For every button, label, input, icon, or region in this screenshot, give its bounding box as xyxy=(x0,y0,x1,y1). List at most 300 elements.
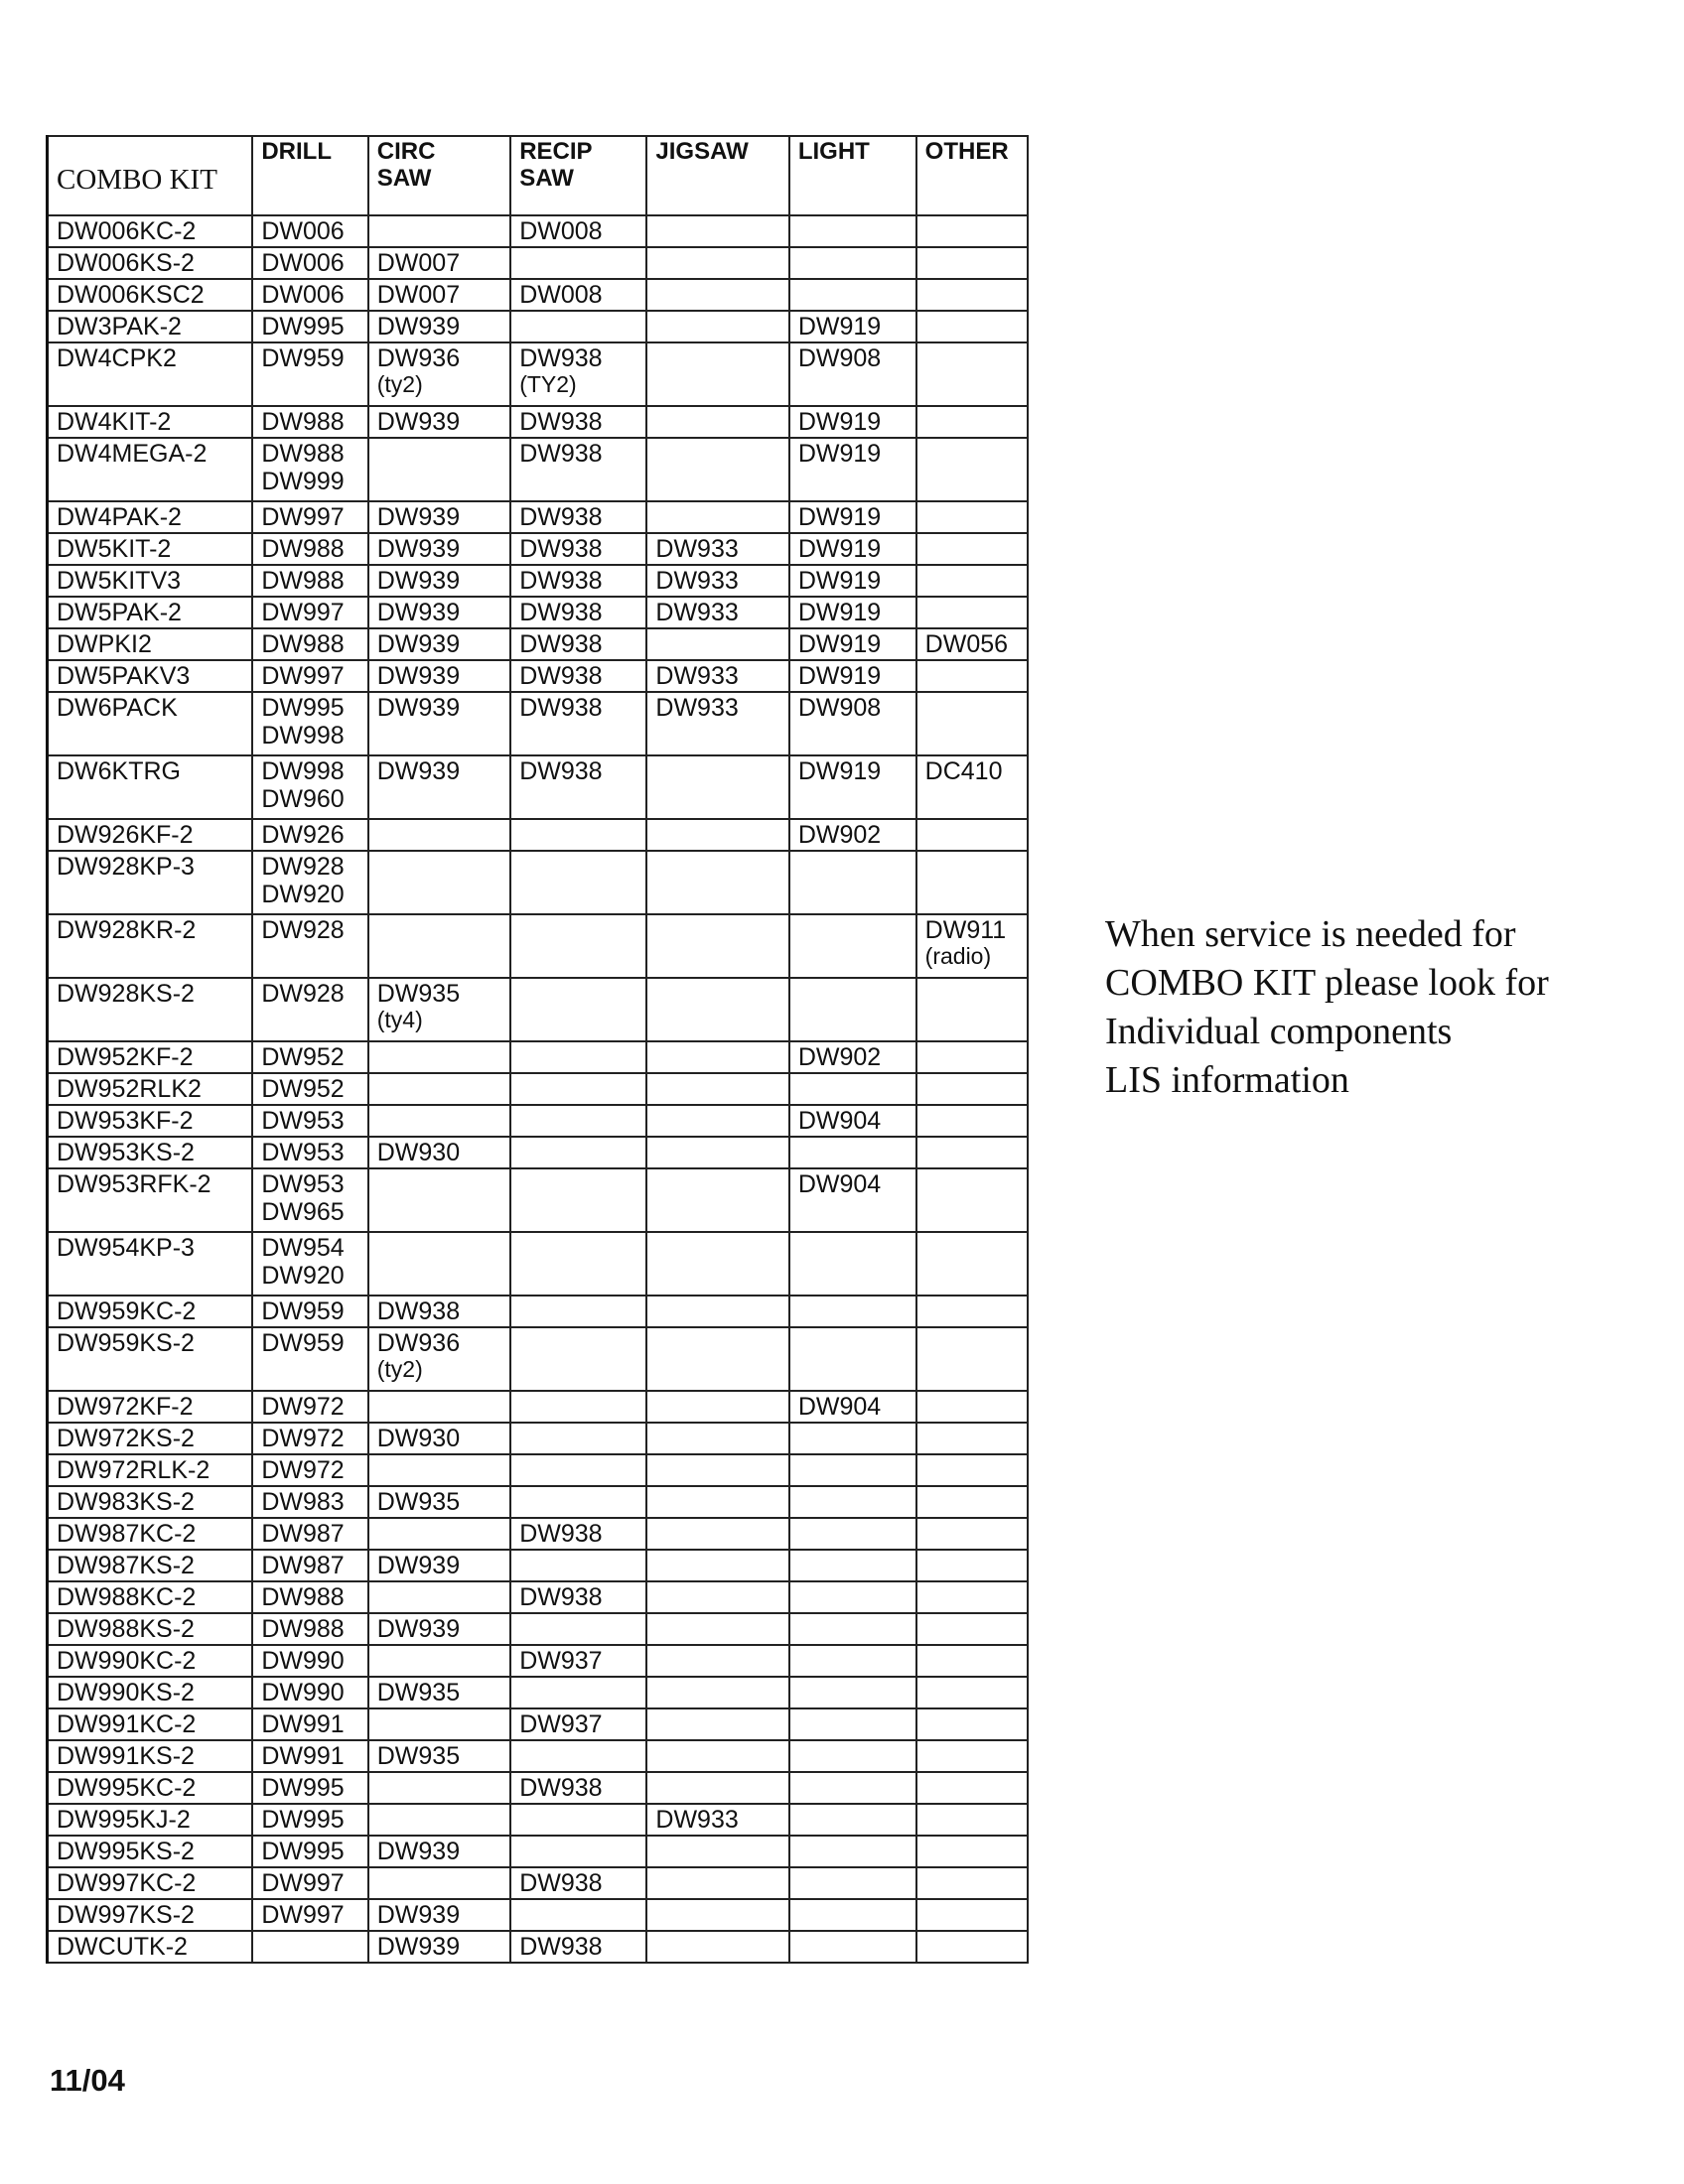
cell-light xyxy=(789,1899,916,1931)
cell-jigsaw xyxy=(646,1550,788,1581)
cell-text: DWCUTK-2 xyxy=(57,1933,188,1961)
cell-jigsaw xyxy=(646,914,788,978)
cell-circ-saw xyxy=(368,978,510,1041)
cell-text: DW919 xyxy=(797,440,882,468)
cell-text: DW926KF-2 xyxy=(57,821,194,849)
cell-combo-kit xyxy=(48,1073,253,1105)
cell-light xyxy=(789,1931,916,1963)
cell-drill xyxy=(252,1454,367,1486)
cell-text: DW959 xyxy=(261,1297,345,1325)
cell-text: DWPKI2 xyxy=(57,630,152,658)
cell-light xyxy=(789,978,916,1041)
cell-drill xyxy=(252,406,367,438)
cell-combo-kit xyxy=(48,1836,253,1867)
cell-recip-saw xyxy=(510,311,646,342)
cell-circ-saw xyxy=(368,1740,510,1772)
cell-light xyxy=(789,1137,916,1168)
cell-recip-saw xyxy=(510,914,646,978)
cell-jigsaw xyxy=(646,1041,788,1073)
cell-text: DW972 xyxy=(261,1456,345,1484)
cell-drill xyxy=(252,311,367,342)
cell-light xyxy=(789,1391,916,1423)
cell-other xyxy=(916,1740,1028,1772)
column-header-other xyxy=(916,136,1028,215)
cell-text: DW953KS-2 xyxy=(57,1139,195,1166)
cell-light xyxy=(789,1613,916,1645)
cell-recip-saw xyxy=(510,1899,646,1931)
cell-text: DW959 xyxy=(261,344,345,372)
cell-text: DW928 xyxy=(261,980,345,1008)
cell-recip-saw xyxy=(510,1677,646,1708)
cell-recip-saw xyxy=(510,279,646,311)
cell-text: DW988 xyxy=(261,1583,345,1611)
cell-combo-kit xyxy=(48,438,253,501)
cell-text: DW960 xyxy=(261,785,345,813)
cell-combo-kit xyxy=(48,1168,253,1232)
cell-jigsaw xyxy=(646,342,788,406)
cell-recip-saw xyxy=(510,1518,646,1550)
cell-light xyxy=(789,342,916,406)
cell-drill xyxy=(252,692,367,755)
cell-text: DW935 xyxy=(376,1488,461,1516)
cell-text: DW953 xyxy=(261,1107,345,1135)
cell-light xyxy=(789,501,916,533)
cell-text: DW972 xyxy=(261,1393,345,1421)
cell-combo-kit xyxy=(48,1772,253,1804)
cell-combo-kit xyxy=(48,978,253,1041)
cell-drill xyxy=(252,1581,367,1613)
cell-circ-saw xyxy=(368,914,510,978)
cell-combo-kit xyxy=(48,851,253,914)
cell-text: DW933 xyxy=(655,599,739,626)
table-row xyxy=(48,1899,1029,1931)
cell-other xyxy=(916,1836,1028,1867)
cell-text: DW5KIT-2 xyxy=(57,535,172,563)
cell-text: DW988 xyxy=(261,535,345,563)
cell-jigsaw xyxy=(646,1867,788,1899)
column-header-light xyxy=(789,136,916,215)
cell-text: DW928 xyxy=(261,853,345,881)
cell-text: DW939 xyxy=(376,535,461,563)
cell-drill xyxy=(252,1899,367,1931)
cell-other xyxy=(916,1931,1028,1963)
cell-text: DW930 xyxy=(376,1425,461,1452)
column-header-combo-kit xyxy=(48,136,253,215)
table-header-row xyxy=(48,136,1029,215)
cell-text: DW928 xyxy=(261,916,345,944)
cell-light xyxy=(789,597,916,628)
cell-text: (TY2) xyxy=(519,371,577,397)
cell-combo-kit xyxy=(48,247,253,279)
cell-jigsaw xyxy=(646,1486,788,1518)
cell-text: DW935 xyxy=(376,1679,461,1706)
cell-text: DW919 xyxy=(797,567,882,595)
cell-drill xyxy=(252,1836,367,1867)
cell-recip-saw xyxy=(510,1581,646,1613)
cell-text: DW4MEGA-2 xyxy=(57,440,208,468)
cell-recip-saw xyxy=(510,1708,646,1740)
cell-text: DW937 xyxy=(519,1647,603,1675)
cell-other xyxy=(916,1391,1028,1423)
cell-text: DW972RLK-2 xyxy=(57,1456,210,1484)
table-row xyxy=(48,628,1029,660)
table-row xyxy=(48,660,1029,692)
cell-other xyxy=(916,819,1028,851)
table-row xyxy=(48,1708,1029,1740)
cell-other xyxy=(916,501,1028,533)
cell-text: DW954 xyxy=(261,1234,345,1262)
cell-recip-saw xyxy=(510,660,646,692)
cell-text: DW4CPK2 xyxy=(57,344,177,372)
cell-combo-kit xyxy=(48,597,253,628)
cell-circ-saw xyxy=(368,311,510,342)
cell-recip-saw xyxy=(510,565,646,597)
cell-drill xyxy=(252,247,367,279)
cell-drill xyxy=(252,1708,367,1740)
cell-other xyxy=(916,1772,1028,1804)
table-row xyxy=(48,1423,1029,1454)
cell-jigsaw xyxy=(646,660,788,692)
cell-jigsaw xyxy=(646,1708,788,1740)
cell-light xyxy=(789,628,916,660)
cell-light xyxy=(789,1740,916,1772)
cell-jigsaw xyxy=(646,247,788,279)
cell-circ-saw xyxy=(368,1486,510,1518)
cell-text: DW935 xyxy=(376,980,461,1008)
cell-text: DW904 xyxy=(797,1107,882,1135)
cell-circ-saw xyxy=(368,1581,510,1613)
cell-light xyxy=(789,247,916,279)
cell-drill xyxy=(252,1740,367,1772)
cell-text: DW938 xyxy=(519,630,603,658)
cell-text: DW988 xyxy=(261,567,345,595)
cell-text: DW908 xyxy=(797,344,882,372)
cell-circ-saw xyxy=(368,215,510,247)
cell-light xyxy=(789,533,916,565)
cell-text: DW920 xyxy=(261,881,345,908)
cell-text: DW952KF-2 xyxy=(57,1043,194,1071)
table-row xyxy=(48,1772,1029,1804)
cell-other xyxy=(916,342,1028,406)
cell-drill xyxy=(252,628,367,660)
cell-text: DW938 xyxy=(519,599,603,626)
cell-text: DW939 xyxy=(376,1933,461,1961)
cell-recip-saw xyxy=(510,1137,646,1168)
cell-text: DW939 xyxy=(376,313,461,341)
cell-jigsaw xyxy=(646,1772,788,1804)
cell-combo-kit xyxy=(48,533,253,565)
cell-other xyxy=(916,1581,1028,1613)
cell-text: DW990KC-2 xyxy=(57,1647,197,1675)
cell-text: DW936 xyxy=(376,1329,461,1357)
cell-text: DW919 xyxy=(797,599,882,626)
cell-combo-kit xyxy=(48,1105,253,1137)
table-row xyxy=(48,311,1029,342)
cell-drill xyxy=(252,215,367,247)
cell-text: (ty2) xyxy=(376,371,423,397)
table-row xyxy=(48,1454,1029,1486)
cell-text: DW938 xyxy=(519,1520,603,1548)
cell-text: DW933 xyxy=(655,1806,739,1834)
cell-text: DC410 xyxy=(924,757,1003,785)
cell-text: DW995 xyxy=(261,1806,345,1834)
cell-jigsaw xyxy=(646,1423,788,1454)
column-header-jigsaw xyxy=(646,136,788,215)
cell-combo-kit xyxy=(48,1581,253,1613)
column-header-recip-saw xyxy=(510,136,646,215)
cell-text: DW930 xyxy=(376,1139,461,1166)
cell-recip-saw xyxy=(510,597,646,628)
cell-circ-saw xyxy=(368,1550,510,1581)
table-row xyxy=(48,1740,1029,1772)
cell-recip-saw xyxy=(510,1772,646,1804)
cell-text: DW953KF-2 xyxy=(57,1107,194,1135)
cell-circ-saw xyxy=(368,1518,510,1550)
cell-text: DW997 xyxy=(261,1869,345,1897)
cell-text: DW988 xyxy=(261,1615,345,1643)
cell-text: DW939 xyxy=(376,503,461,531)
cell-other xyxy=(916,978,1028,1041)
cell-circ-saw xyxy=(368,342,510,406)
cell-circ-saw xyxy=(368,628,510,660)
cell-recip-saw xyxy=(510,755,646,819)
cell-text: DW928KR-2 xyxy=(57,916,197,944)
cell-other xyxy=(916,628,1028,660)
column-header-label: SAW xyxy=(376,164,432,192)
cell-other xyxy=(916,1486,1028,1518)
cell-combo-kit xyxy=(48,1486,253,1518)
cell-text: DW939 xyxy=(376,1838,461,1865)
cell-text: DW938 xyxy=(519,344,603,372)
cell-text: DW995KJ-2 xyxy=(57,1806,191,1834)
cell-jigsaw xyxy=(646,1931,788,1963)
cell-text: DW902 xyxy=(797,1043,882,1071)
cell-text: DW997 xyxy=(261,1901,345,1929)
cell-text: DW938 xyxy=(519,567,603,595)
table-row xyxy=(48,1486,1029,1518)
cell-other xyxy=(916,1708,1028,1740)
cell-text: DW928KP-3 xyxy=(57,853,195,881)
cell-combo-kit xyxy=(48,755,253,819)
cell-jigsaw xyxy=(646,1645,788,1677)
cell-other xyxy=(916,406,1028,438)
cell-drill xyxy=(252,1168,367,1232)
cell-jigsaw xyxy=(646,406,788,438)
cell-text: DW998 xyxy=(261,757,345,785)
cell-text: DW902 xyxy=(797,821,882,849)
cell-drill xyxy=(252,342,367,406)
cell-drill xyxy=(252,1105,367,1137)
cell-other xyxy=(916,1613,1028,1645)
cell-other xyxy=(916,1105,1028,1137)
cell-recip-saw xyxy=(510,1041,646,1073)
cell-recip-saw xyxy=(510,1836,646,1867)
cell-combo-kit xyxy=(48,660,253,692)
cell-drill xyxy=(252,1804,367,1836)
cell-other xyxy=(916,692,1028,755)
cell-text: DW056 xyxy=(924,630,1009,658)
cell-light xyxy=(789,1486,916,1518)
cell-drill xyxy=(252,279,367,311)
service-note-line: When service is needed for xyxy=(1105,913,1516,955)
cell-other xyxy=(916,1041,1028,1073)
column-header-circ-saw xyxy=(368,136,510,215)
cell-recip-saw xyxy=(510,438,646,501)
cell-light xyxy=(789,819,916,851)
cell-text: (ty2) xyxy=(376,1356,423,1382)
cell-recip-saw xyxy=(510,1391,646,1423)
cell-text: DW990KS-2 xyxy=(57,1679,195,1706)
cell-light xyxy=(789,438,916,501)
cell-drill xyxy=(252,1391,367,1423)
cell-text: DW988 xyxy=(261,440,345,468)
cell-other xyxy=(916,851,1028,914)
cell-text: DW6PACK xyxy=(57,694,178,722)
cell-circ-saw xyxy=(368,1708,510,1740)
cell-drill xyxy=(252,1613,367,1645)
cell-circ-saw xyxy=(368,279,510,311)
cell-circ-saw xyxy=(368,501,510,533)
cell-recip-saw xyxy=(510,215,646,247)
table-row xyxy=(48,1804,1029,1836)
cell-circ-saw xyxy=(368,1454,510,1486)
cell-drill xyxy=(252,1296,367,1327)
cell-other xyxy=(916,533,1028,565)
cell-recip-saw xyxy=(510,1740,646,1772)
cell-other xyxy=(916,1899,1028,1931)
cell-other xyxy=(916,755,1028,819)
cell-text: DW991KS-2 xyxy=(57,1742,195,1770)
service-note-line: Individual components xyxy=(1105,1011,1453,1052)
cell-combo-kit xyxy=(48,1899,253,1931)
cell-text: DW008 xyxy=(519,217,603,245)
cell-other xyxy=(916,1423,1028,1454)
cell-drill xyxy=(252,819,367,851)
cell-combo-kit xyxy=(48,1931,253,1963)
cell-text: DW997 xyxy=(261,503,345,531)
cell-other xyxy=(916,914,1028,978)
cell-combo-kit xyxy=(48,1232,253,1296)
cell-light xyxy=(789,1296,916,1327)
cell-drill xyxy=(252,438,367,501)
cell-text: DW006 xyxy=(261,249,345,277)
cell-other xyxy=(916,1867,1028,1899)
cell-jigsaw xyxy=(646,565,788,597)
cell-text: DW988KC-2 xyxy=(57,1583,197,1611)
column-header-label: CIRC xyxy=(376,138,436,165)
cell-jigsaw xyxy=(646,755,788,819)
cell-circ-saw xyxy=(368,1168,510,1232)
cell-drill xyxy=(252,1232,367,1296)
table-row xyxy=(48,978,1029,1041)
cell-text: DW954KP-3 xyxy=(57,1234,195,1262)
cell-text: DW933 xyxy=(655,662,739,690)
cell-text: DW997KS-2 xyxy=(57,1901,195,1929)
table-row xyxy=(48,819,1029,851)
cell-jigsaw xyxy=(646,1740,788,1772)
cell-other xyxy=(916,1168,1028,1232)
cell-text: DW938 xyxy=(376,1297,461,1325)
cell-recip-saw xyxy=(510,851,646,914)
cell-text: DW988KS-2 xyxy=(57,1615,195,1643)
cell-light xyxy=(789,1454,916,1486)
cell-circ-saw xyxy=(368,1391,510,1423)
cell-drill xyxy=(252,978,367,1041)
table-row xyxy=(48,247,1029,279)
cell-light xyxy=(789,1550,916,1581)
cell-jigsaw xyxy=(646,692,788,755)
cell-drill xyxy=(252,1137,367,1168)
cell-recip-saw xyxy=(510,1645,646,1677)
cell-jigsaw xyxy=(646,501,788,533)
cell-jigsaw xyxy=(646,819,788,851)
cell-text: DW939 xyxy=(376,662,461,690)
cell-circ-saw xyxy=(368,533,510,565)
cell-light xyxy=(789,215,916,247)
cell-drill xyxy=(252,501,367,533)
cell-light xyxy=(789,406,916,438)
cell-text: DW987KS-2 xyxy=(57,1552,195,1579)
cell-text: DW006 xyxy=(261,281,345,309)
cell-jigsaw xyxy=(646,1391,788,1423)
cell-combo-kit xyxy=(48,628,253,660)
cell-other xyxy=(916,215,1028,247)
cell-circ-saw xyxy=(368,851,510,914)
cell-text: DW972 xyxy=(261,1425,345,1452)
cell-text: DW919 xyxy=(797,535,882,563)
cell-drill xyxy=(252,533,367,565)
cell-text: DW919 xyxy=(797,408,882,436)
cell-jigsaw xyxy=(646,1804,788,1836)
cell-light xyxy=(789,1327,916,1391)
cell-jigsaw xyxy=(646,1137,788,1168)
cell-text: DW920 xyxy=(261,1262,345,1290)
table-row xyxy=(48,279,1029,311)
cell-text: DW938 xyxy=(519,408,603,436)
cell-text: DW999 xyxy=(261,468,345,495)
cell-text: DW939 xyxy=(376,630,461,658)
cell-circ-saw xyxy=(368,1073,510,1105)
cell-jigsaw xyxy=(646,1518,788,1550)
cell-text: DW953 xyxy=(261,1170,345,1198)
cell-text: DW904 xyxy=(797,1393,882,1421)
cell-jigsaw xyxy=(646,1836,788,1867)
cell-combo-kit xyxy=(48,1550,253,1581)
cell-jigsaw xyxy=(646,311,788,342)
footer-date: 11/04 xyxy=(50,2063,125,2098)
table-row xyxy=(48,851,1029,914)
cell-text: DW959KS-2 xyxy=(57,1329,195,1357)
cell-light xyxy=(789,692,916,755)
cell-text: (ty4) xyxy=(376,1007,423,1032)
cell-text: DW987 xyxy=(261,1520,345,1548)
cell-light xyxy=(789,1105,916,1137)
cell-text: DW991 xyxy=(261,1742,345,1770)
column-header-label: SAW xyxy=(519,164,574,192)
table-row xyxy=(48,1645,1029,1677)
table-row xyxy=(48,406,1029,438)
cell-text: DW3PAK-2 xyxy=(57,313,182,341)
cell-recip-saw xyxy=(510,1232,646,1296)
cell-text: DW4PAK-2 xyxy=(57,503,182,531)
cell-recip-saw xyxy=(510,501,646,533)
cell-text: DW997 xyxy=(261,599,345,626)
cell-drill xyxy=(252,1867,367,1899)
cell-text: DW933 xyxy=(655,567,739,595)
cell-recip-saw xyxy=(510,247,646,279)
cell-combo-kit xyxy=(48,1708,253,1740)
cell-circ-saw xyxy=(368,1772,510,1804)
